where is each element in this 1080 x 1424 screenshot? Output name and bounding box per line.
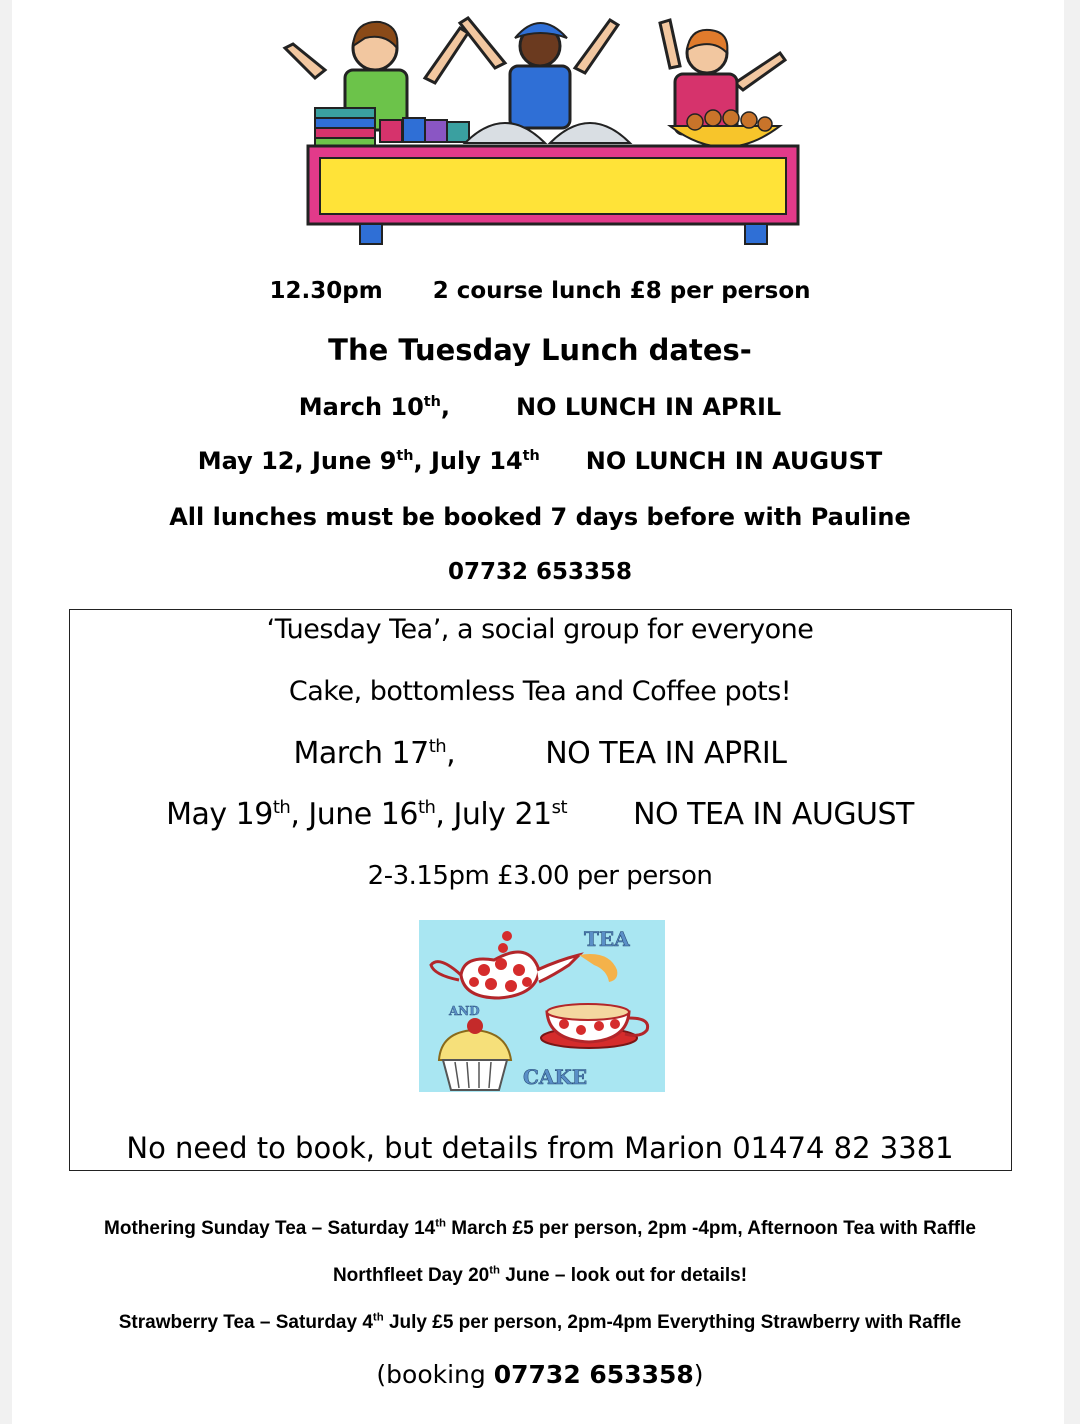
no-tea-april: NO TEA IN APRIL — [545, 736, 787, 771]
no-lunch-april: NO LUNCH IN APRIL — [516, 393, 782, 421]
no-lunch-august: NO LUNCH IN AUGUST — [585, 447, 883, 475]
event-northfleet-day: Northfleet Day 20th June – look out for details! — [332, 1264, 748, 1286]
lunch-servers-illustration — [275, 8, 805, 248]
tea-price: 2-3.15pm £3.00 per person — [367, 861, 713, 891]
tea-title: ‘Tuesday Tea’, a social group for everyone — [266, 614, 814, 645]
lunch-price: 2 course lunch £8 per person — [432, 278, 811, 304]
lunch-dates-row-1: March 10th, NO LUNCH IN APRIL — [298, 393, 782, 421]
tea-dates-row-2: May 19th, June 16th, July 21st NO TEA IN AUGUST — [166, 797, 914, 832]
tea-and-cake-illustration — [419, 920, 665, 1092]
lunch-dates-row-2: May 12, June 9th, July 14th NO LUNCH IN AUGUST — [197, 447, 883, 475]
lunch-time-price-line — [0, 278, 1080, 304]
lunch-heading: The Tuesday Lunch dates- — [328, 333, 752, 367]
tea-dates-row-1: March 17th, NO TEA IN APRIL — [293, 736, 787, 771]
tea-subtitle: Cake, bottomless Tea and Coffee pots! — [288, 676, 792, 707]
lunch-booking-note: All lunches must be booked 7 days before with Pauline — [169, 503, 911, 531]
lunch-phone: 07732 653358 — [447, 559, 633, 585]
tea-image-label-and: AND — [449, 1004, 480, 1018]
event-booking-line: (booking 07732 653358) — [376, 1360, 704, 1389]
lunch-time: 12.30pm — [269, 278, 383, 304]
tea-contact: No need to book, but details from Marion 01474 82 3381 — [126, 1131, 954, 1165]
no-tea-august: NO TEA IN AUGUST — [633, 797, 914, 832]
tea-image-label-cake: CAKE — [523, 1065, 588, 1089]
tea-image-label-tea: TEA — [584, 927, 630, 951]
event-strawberry-tea: Strawberry Tea – Saturday 4th July £5 per person, 2pm-4pm Everything Strawberry with Raffle — [118, 1311, 962, 1333]
event-booking-phone: 07732 653358 — [493, 1360, 694, 1389]
event-mothering-sunday: Mothering Sunday Tea – Saturday 14th March £5 per person, 2pm -4pm, Afternoon Tea with Raffle — [104, 1217, 976, 1239]
